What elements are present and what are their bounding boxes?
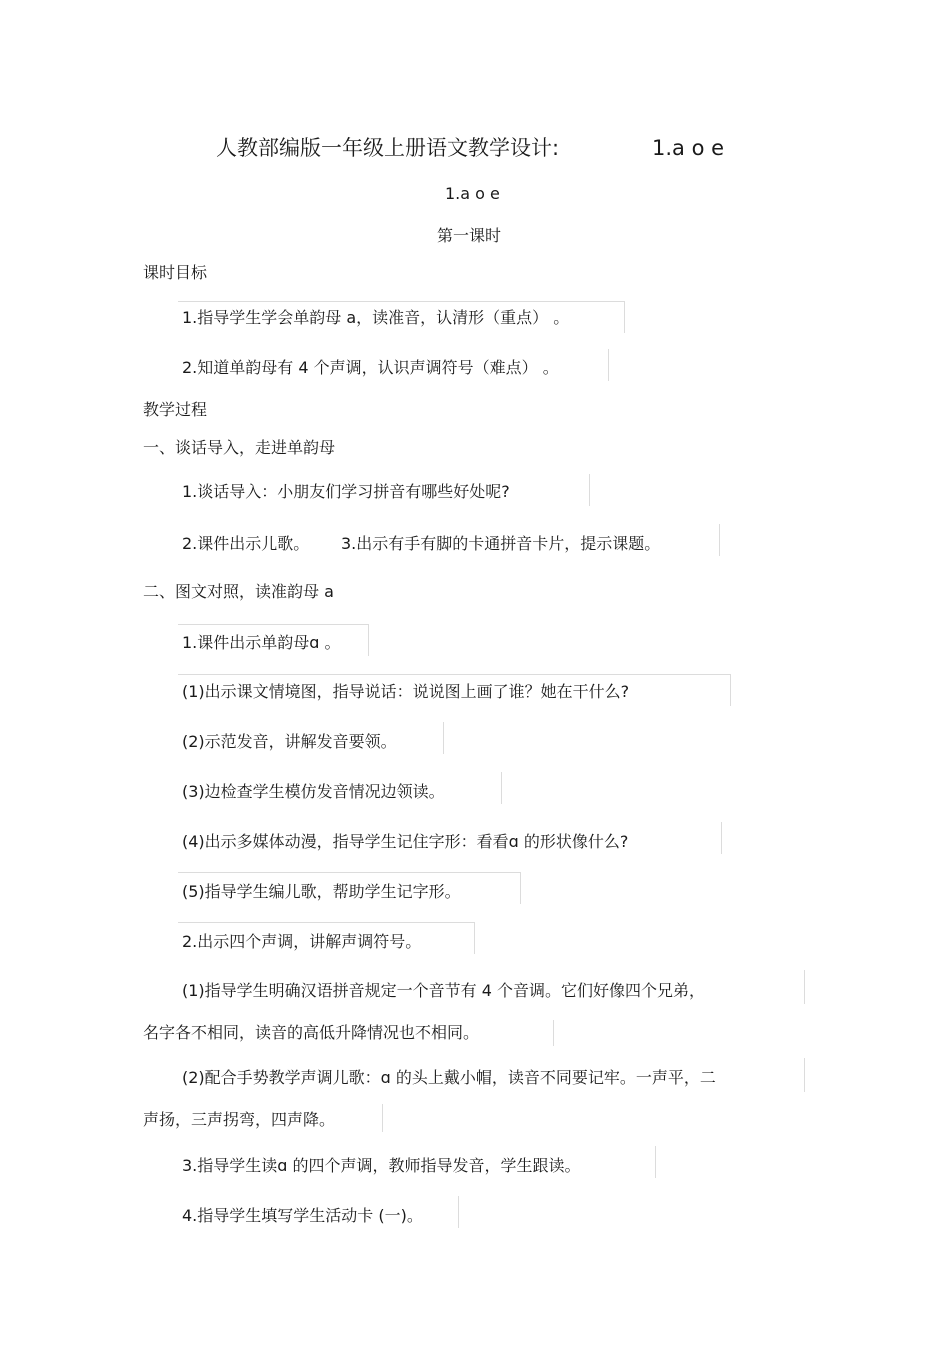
tone-step-2a: (2)配合手势教学声调儿歌：ɑ 的头上戴小帽，读音不同要记牢。一声平，二: [182, 1068, 716, 1087]
tone-step-2b: 声扬，三声拐弯，四声降。: [143, 1110, 336, 1129]
section-goals: 课时目标: [143, 263, 208, 282]
sub-step-5: (5)指导学生编儿歌，帮助学生记字形。: [182, 882, 461, 901]
rule: [589, 474, 590, 506]
step-2-2: 2.出示四个声调，讲解声调符号。: [182, 932, 422, 951]
rule: [719, 524, 720, 556]
rule: [804, 970, 805, 1004]
doc-title-code: 1.a o e: [652, 136, 725, 160]
rule: [178, 922, 474, 923]
rule: [804, 1058, 805, 1092]
rule: [624, 301, 625, 333]
rule: [178, 674, 730, 675]
rule: [178, 624, 368, 625]
rule: [382, 1104, 383, 1132]
sub-step-4: (4)出示多媒体动漫，指导学生记住字形：看看ɑ 的形状像什么?: [182, 832, 629, 851]
goal-1: 1.指导学生学会单韵母 a，读准音，认清形（重点） 。: [182, 308, 570, 327]
part-2-heading: 二、图文对照，读准韵母 a: [143, 582, 334, 601]
doc-title: 人教部编版一年级上册语文教学设计:: [216, 136, 560, 160]
step-2-4: 4.指导学生填写学生活动卡 (一)。: [182, 1206, 423, 1225]
subtitle: 1.a o e: [445, 184, 500, 203]
rule: [655, 1146, 656, 1178]
rule: [730, 674, 731, 706]
part-1-heading: 一、谈话导入，走进单韵母: [143, 438, 336, 457]
sub-step-3: (3)边检查学生模仿发音情况边领读。: [182, 782, 445, 801]
step-1-3: 3.出示有手有脚的卡通拼音卡片，提示课题。: [341, 534, 661, 553]
step-2-1: 1.课件出示单韵母ɑ 。: [182, 633, 341, 652]
rule: [458, 1196, 459, 1228]
goal-2: 2.知道单韵母有 4 个声调，认识声调符号（难点） 。: [182, 358, 559, 377]
lesson-label: 第一课时: [437, 226, 502, 245]
rule: [368, 624, 369, 656]
step-1-2: 2.课件出示儿歌。: [182, 534, 310, 553]
rule: [721, 822, 722, 854]
rule: [474, 922, 475, 954]
rule: [501, 772, 502, 804]
step-1-1: 1.谈话导入：小朋友们学习拼音有哪些好处呢?: [182, 482, 510, 501]
sub-step-1: (1)出示课文情境图，指导说话：说说图上画了谁？她在干什么?: [182, 682, 630, 701]
rule: [608, 349, 609, 381]
tone-step-1b: 名字各不相同，读音的高低升降情况也不相同。: [143, 1023, 480, 1042]
rule: [443, 722, 444, 754]
rule: [178, 872, 520, 873]
rule: [553, 1020, 554, 1046]
tone-step-1a: (1)指导学生明确汉语拼音规定一个音节有 4 个音调。它们好像四个兄弟，: [182, 981, 706, 1000]
rule: [178, 301, 624, 302]
rule: [520, 872, 521, 904]
sub-step-2: (2)示范发音，讲解发音要领。: [182, 732, 397, 751]
step-2-3: 3.指导学生读ɑ 的四个声调，教师指导发音，学生跟读。: [182, 1156, 581, 1175]
section-process: 教学过程: [143, 400, 208, 419]
